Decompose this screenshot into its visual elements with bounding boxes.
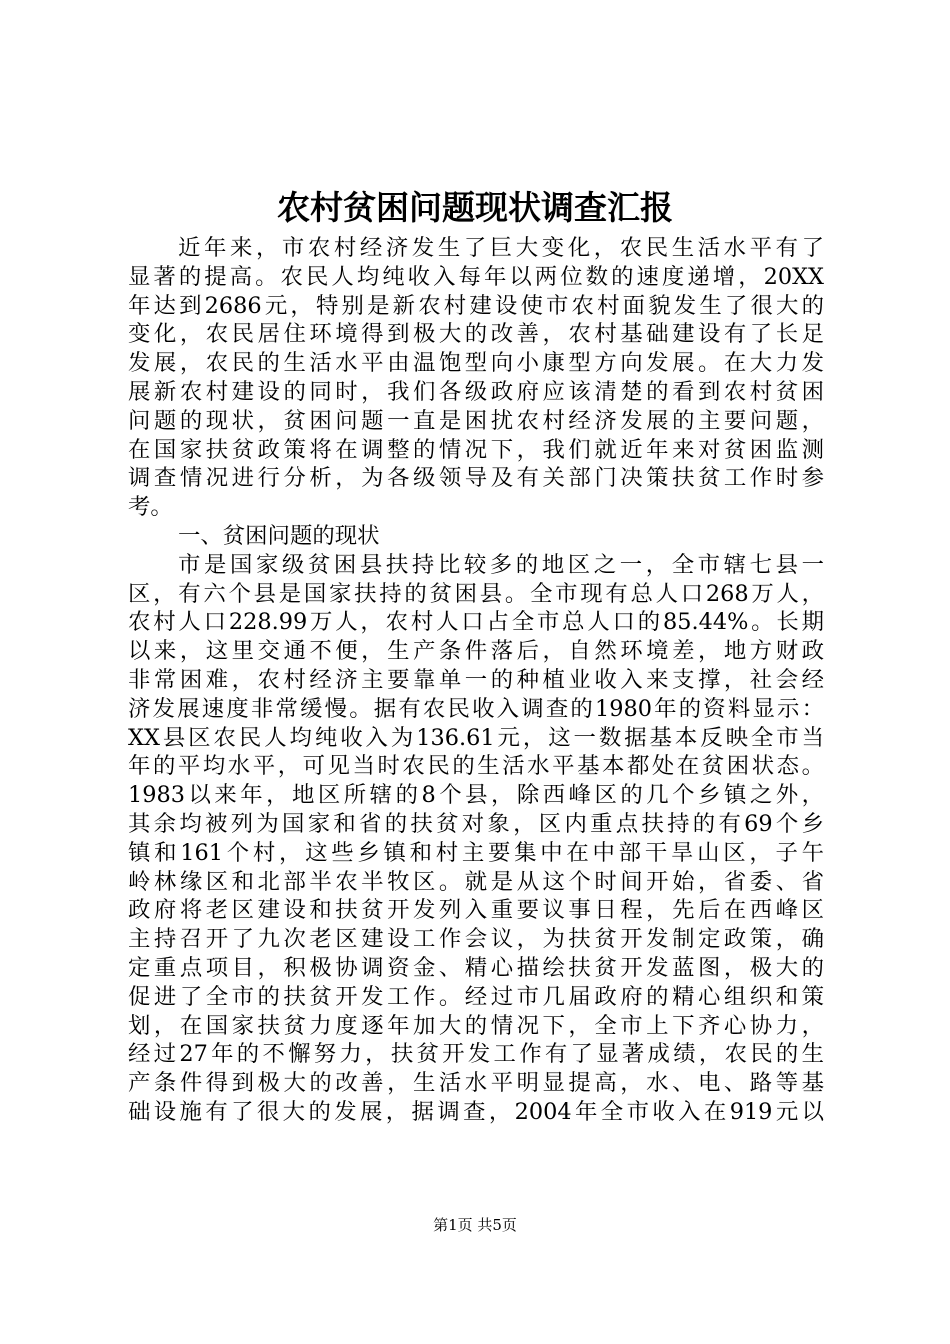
text-line: 1983以来年，地区所辖的8个县，除西峰区的几个乡镇之外，	[128, 782, 824, 809]
text-line: 调查情况进行分析，为各级领导及有关部门决策扶贫工作时参	[128, 465, 824, 492]
text-line: 变化，农民居住环境得到极大的改善，农村基础建设有了长足	[128, 321, 824, 348]
text-line: 区，有六个县是国家扶持的贫困县。全市现有总人口268万人，	[128, 580, 824, 607]
page-footer: 第1页 共5页	[433, 1216, 517, 1234]
text-line: 政府将老区建设和扶贫开发列入重要议事日程，先后在西峰区	[128, 897, 824, 924]
text-line: 济发展速度非常缓慢。据有农民收入调查的1980年的资料显示：	[128, 695, 824, 722]
text-line: 市是国家级贫困县扶持比较多的地区之一，全市辖七县一	[178, 551, 824, 578]
text-line: 础设施有了很大的发展，据调查，2004年全市收入在919元以	[128, 1098, 824, 1125]
text-line: 展新农村建设的同时，我们各级政府应该清楚的看到农村贫困	[128, 378, 824, 405]
text-line: 非常困难，农村经济主要靠单一的种植业收入来支撑，社会经	[128, 666, 824, 693]
text-line: 考。	[128, 494, 173, 521]
text-line: 显著的提高。农民人均纯收入每年以两位数的速度递增，20XX	[128, 263, 824, 290]
document-title: 农村贫困问题现状调查汇报	[277, 188, 673, 227]
text-line: XX县区农民人均纯收入为136.61元，这一数据基本反映全市当	[128, 724, 824, 751]
text-line: 近年来，市农村经济发生了巨大变化，农民生活水平有了	[178, 235, 824, 261]
text-line: 发展，农民的生活水平由温饱型向小康型方向发展。在大力发	[128, 350, 824, 377]
text-line: 促进了全市的扶贫开发工作。经过市几届政府的精心组织和策	[128, 983, 824, 1010]
text-line: 定重点项目，积极协调资金、精心描绘扶贫开发蓝图，极大的	[128, 954, 824, 981]
document-body	[128, 234, 824, 1127]
text-line: 以来，这里交通不便，生产条件落后，自然环境差，地方财政	[128, 638, 824, 665]
text-line: 经过27年的不懈努力，扶贫开发工作有了显著成绩，农民的生	[128, 1041, 824, 1068]
text-line: 问题的现状，贫困问题一直是困扰农村经济发展的主要问题，	[128, 407, 824, 434]
text-line: 在国家扶贫政策将在调整的情况下，我们就近年来对贫困监测	[128, 436, 824, 463]
text-line: 其余均被列为国家和省的扶贫对象，区内重点扶持的有69个乡	[128, 810, 824, 837]
text-line: 主持召开了九次老区建设工作会议，为扶贫开发制定政策，确	[128, 926, 824, 953]
text-line: 岭林缘区和北部半农半牧区。就是从这个时间开始，省委、省	[128, 868, 824, 895]
text-line: 农村人口228.99万人，农村人口占全市总人口的85.44%。长期	[128, 609, 824, 636]
text-line: 镇和161个村，这些乡镇和村主要集中在中部干旱山区，子午	[128, 839, 824, 866]
text-line: 年达到2686元，特别是新农村建设使市农村面貌发生了很大的	[128, 292, 824, 319]
text-line: 年的平均水平，可见当时农民的生活水平基本都处在贫困状态。	[128, 753, 824, 780]
text-line: 划，在国家扶贫力度逐年加大的情况下，全市上下齐心协力，	[128, 1012, 824, 1039]
text-line: 产条件得到极大的改善，生活水平明显提高，水、电、路等基	[128, 1070, 824, 1097]
text-line: 一、贫困问题的现状	[178, 522, 380, 549]
